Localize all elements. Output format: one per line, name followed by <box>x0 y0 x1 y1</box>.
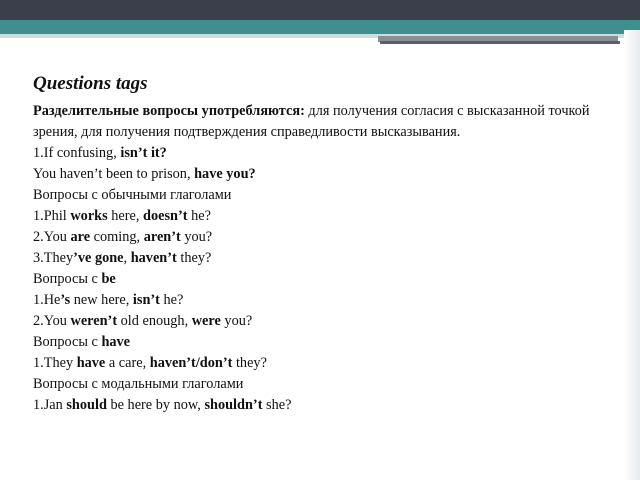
verb-bold: should <box>66 397 107 413</box>
verb-bold: have <box>101 334 131 350</box>
verb-bold: be <box>101 271 116 287</box>
text-segment: you? <box>220 313 253 329</box>
tag-bold: were <box>191 313 221 329</box>
text-segment: 1.If confusing, <box>33 145 121 161</box>
tag-bold: have you? <box>194 166 256 182</box>
section-heading-modal-verbs: Вопросы с модальными глаголами <box>33 376 244 392</box>
section-heading-have <box>33 332 613 353</box>
tag-bold: haven’t <box>130 250 177 266</box>
tag-bold: shouldn’t <box>204 397 263 413</box>
tag-bold: isn’t it? <box>120 145 167 161</box>
verb-bold: have <box>76 355 106 371</box>
slide-title: Questions tags <box>33 73 148 94</box>
text-segment: 1.Jan <box>33 397 67 413</box>
example-line-5 <box>33 248 613 269</box>
tag-bold: aren’t <box>143 229 181 245</box>
text-segment: be here by now, <box>106 397 205 413</box>
text-segment: 2.You <box>33 313 71 329</box>
header-accent-line <box>380 41 620 44</box>
verb-bold: ’s <box>60 292 71 308</box>
example-line-6 <box>33 290 613 311</box>
text-segment: coming, <box>90 229 144 245</box>
intro-text: для получения согласия с высказанной точкой зрения, для получения подтверждения справедливости высказывания. <box>33 103 590 140</box>
text-segment: a care, <box>105 355 150 371</box>
section-heading-be <box>33 269 613 290</box>
verb-bold: are <box>70 229 91 245</box>
text-segment: , <box>123 250 131 266</box>
tag-bold: isn’t <box>132 292 160 308</box>
text-segment: 1.They <box>33 355 77 371</box>
text-segment: 1.He <box>33 292 61 308</box>
text-segment: he? <box>187 208 211 224</box>
text-segment: they? <box>176 250 212 266</box>
text-segment: 2.You <box>33 229 71 245</box>
verb-bold: ’ve gone <box>73 250 124 266</box>
text-segment: Вопросы с <box>33 334 102 350</box>
example-line-9 <box>33 395 613 416</box>
example-line-1 <box>33 143 613 164</box>
example-line-8 <box>33 353 613 374</box>
text-segment: they? <box>232 355 267 371</box>
text-segment: 1.Phil <box>33 208 71 224</box>
text-segment: 3.They <box>33 250 74 266</box>
intro-bold: Разделительные вопросы употребляются: <box>33 103 305 119</box>
example-line-3 <box>33 206 613 227</box>
verb-bold: works <box>70 208 108 224</box>
text-segment: she? <box>262 397 292 413</box>
example-line-4 <box>33 227 613 248</box>
text-segment: You haven’t been to prison, <box>33 166 195 182</box>
slide-edge <box>624 30 640 480</box>
text-segment: new here, <box>70 292 133 308</box>
text-segment: you? <box>180 229 213 245</box>
text-segment: he? <box>159 292 184 308</box>
tag-bold: haven’t/don’t <box>149 355 233 371</box>
text-segment: old enough, <box>117 313 192 329</box>
example-line-7 <box>33 311 613 332</box>
intro-paragraph <box>33 101 613 143</box>
header-band-dark <box>0 0 640 20</box>
slide-content <box>33 73 613 416</box>
tag-bold: doesn’t <box>143 208 188 224</box>
section-heading-regular-verbs: Вопросы с обычными глаголами <box>33 187 232 203</box>
header-band-teal <box>0 20 640 34</box>
verb-bold: weren’t <box>70 313 118 329</box>
text-segment: Вопросы с <box>33 271 102 287</box>
example-line-2 <box>33 164 613 185</box>
text-segment: here, <box>107 208 144 224</box>
